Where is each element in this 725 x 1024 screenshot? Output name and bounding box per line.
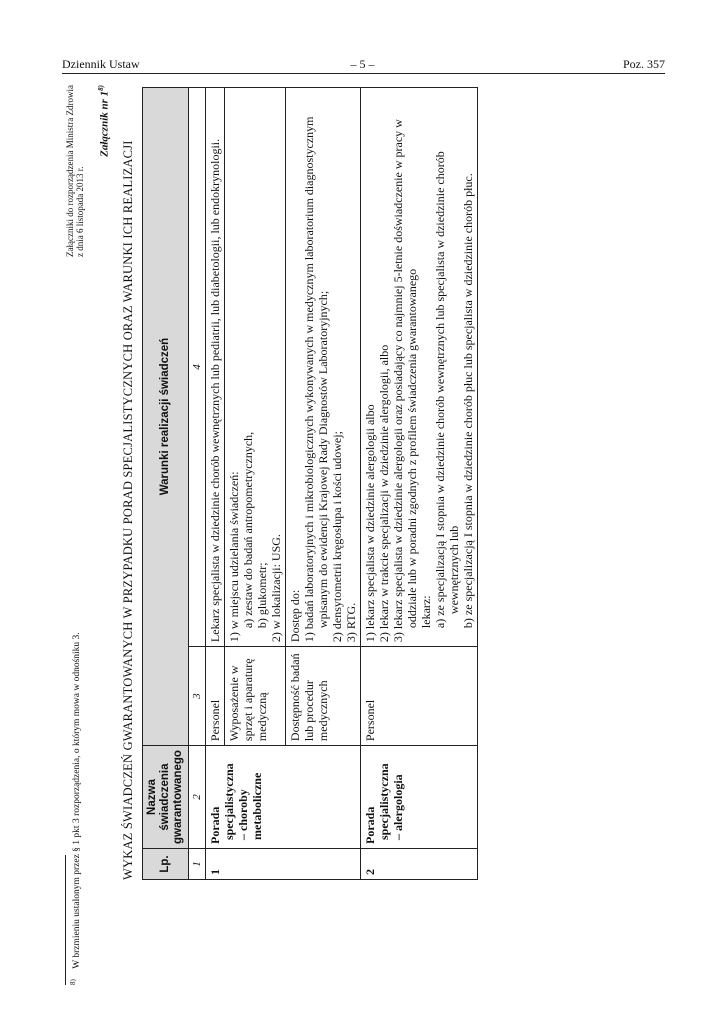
page-number: – 5 –: [350, 57, 375, 71]
list-item: b) glukometr;: [255, 562, 269, 629]
service-name-line: – choroby: [236, 789, 250, 840]
list-item: 2) lekarz w trakcie specjalizacji w dziedzinie alergologii, albo: [377, 344, 391, 643]
list-item: 1) badań laboratoryjnych i mikrobiologicznych wykonywanych w medycznym laboratorium diagnostycznym wpisanym do ewidencji Krajowej Rady Diagnostów Laboratoryjnych;: [302, 116, 330, 643]
list-intro: lekarz:: [419, 595, 433, 629]
service-name-line: – alergologia: [391, 774, 405, 840]
header-service-name: Nazwa świadczenia gwarantowanego: [143, 746, 189, 849]
service-name-line: Porada: [363, 806, 377, 844]
rotated-page-content: [65, 85, 665, 985]
footnote-rule: [65, 855, 66, 985]
condition-label: Personel: [206, 647, 225, 746]
row-lp: 2: [361, 849, 478, 880]
header-conditions: Warunki realizacji świadczeń: [143, 88, 189, 746]
service-name: [361, 746, 478, 849]
annex-note: [65, 85, 85, 257]
table-row: [206, 88, 225, 880]
service-name-line: metaboliczne: [250, 772, 264, 840]
footnote-text: W brzmieniu ustalonym przez § 1 pkt 3 rozporządzenia, o którym mowa w odnośniku 3.: [72, 632, 83, 969]
col-number-4: 4: [189, 88, 206, 647]
header-lp: Lp.: [143, 849, 189, 880]
service-name-line: specjalistyczna: [377, 763, 391, 840]
table-number-row: [189, 88, 206, 880]
footnote-marker: 8): [69, 979, 77, 985]
annex-note-line1: Załączniki do rozporządzenia Ministra Zdrowia: [65, 85, 75, 257]
row-lp: 1: [206, 849, 361, 880]
list-item: 3) RTG.: [344, 602, 358, 643]
position-number: Poz. 357: [623, 57, 665, 71]
condition-label: Personel: [361, 647, 478, 746]
journal-name: Dziennik Ustaw: [62, 57, 140, 71]
service-name: [206, 746, 361, 849]
condition-label: Dostępność badań lub procedur medycznych: [286, 647, 361, 746]
annex-label: [97, 85, 111, 157]
col-number-3: 3: [189, 647, 206, 746]
list-item: a) ze specjalizacją I stopnia w dziedzinie chorób wewnętrznych lub specjalista w dziedzinie chorób wewnętrznych lub: [433, 151, 461, 629]
condition-content: Lekarz specjalista w dziedzinie chorób wewnętrznych lub pediatrii, lub diabetologii, lub endokrynologii.: [206, 88, 225, 647]
list-intro: Dostęp do:: [288, 589, 302, 643]
service-name-line: specjalistyczna: [222, 763, 236, 840]
services-table: [142, 87, 478, 880]
table-header-row: [143, 88, 189, 880]
annex-note-line2: z dnia 6 listopada 2013 r.: [75, 166, 85, 257]
list-item: 1) w miejscu udzielania świadczeń:: [227, 471, 241, 643]
document-title: WYKAZ ŚWIADCZEŃ GWARANTOWANYCH W PRZYPADKU PORAD SPECJALISTYCZNYCH ORAZ WARUNKI ICH REALIZACJI: [121, 140, 135, 880]
list-item: a) zestaw do badań antropometrycznych,: [241, 431, 255, 629]
condition-content: [361, 88, 478, 647]
annex-label-text: Załącznik nr 1: [98, 90, 111, 157]
condition-content: [286, 88, 361, 647]
col-number-2: 2: [189, 746, 206, 849]
list-item: 2) w lokalizacji: USG.: [269, 534, 283, 643]
list-item: 2) densytometrii kręgosłupa i kości udowej;: [330, 431, 344, 643]
service-name-line: Porada: [208, 806, 222, 844]
annex-label-sup: 8): [97, 85, 105, 91]
footnote: [69, 632, 82, 985]
list-item: 1) lekarz specjalista w dziedzinie alergologii albo: [363, 404, 377, 643]
header-rule: [62, 73, 665, 74]
condition-content: [225, 88, 286, 647]
table-row: [361, 88, 478, 880]
col-number-1: 1: [189, 849, 206, 880]
condition-label: Wyposażenie w sprzęt i aparaturę medyczną: [225, 647, 286, 746]
list-item: b) ze specjalizacją I stopnia w dziedzinie chorób płuc lub specjalista w dziedzinie chorób płuc.: [461, 173, 475, 629]
list-item: 3) lekarz specjalista w dziedzinie alergologii oraz posiadający co najmniej 5-letnie doświadczenie w pracy w oddziale lub w poradni zgodnych z profilem świadczenia gwarantowanego: [391, 119, 419, 643]
